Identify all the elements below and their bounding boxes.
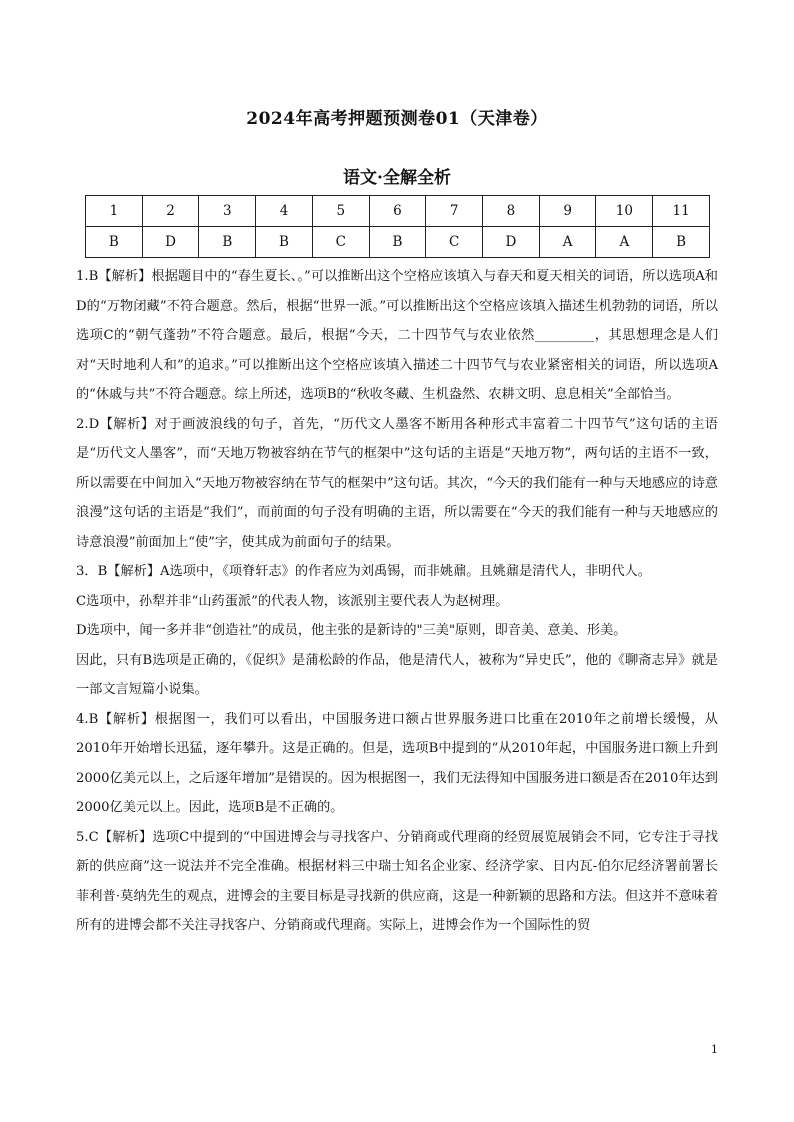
answer-table-number-row xyxy=(86,196,710,227)
question-number: 1 xyxy=(86,196,143,227)
explanation-body xyxy=(76,262,718,941)
answer-cell: A xyxy=(539,227,596,258)
answer-cell: B xyxy=(199,227,256,258)
explanation-q4: 4.B【解析】根据图一，我们可以看出，中国服务进口额占世界服务进口比重在2010年之前增长缓慢，从2010年开始增长迅猛，逐年攀升。这是正确的。但是，选项B中提到的“从2010年起，中国服务进口额上升到2000亿美元以上，之后逐年增加”是错误的。因为根据图一，我们无法得知中国服务进口额是否在2010年达到2000亿美元以上。因此，选项B是不正确的。 xyxy=(76,711,718,815)
question-number: 2 xyxy=(142,196,199,227)
explanation-q3-conclusion: 因此，只有B选项是正确的，《促织》是蒲松龄的作品，他是清代人，被称为“异史氏”，他的《聊斋志异》就是一部文言短篇小说集。 xyxy=(76,652,718,697)
question-number: 9 xyxy=(539,196,596,227)
explanation-q5: 5.C【解析】选项C中提到的“中国进博会与寻找客户、分销商或代理商的经贸展览展销会不同，它专注于寻找新的供应商”这一说法并不完全准确。根据材料三中瑞士知名企业家、经济学家、日内瓦-伯尔尼经济署前署长菲利普·莫纳先生的观点，进博会的主要目标是寻找新的供应商，这是一种新颖的思路和方法。但这并不意味着所有的进博会都不关注寻找客户、分销商或代理商。实际上，进博会作为一个国际性的贸 xyxy=(76,829,718,933)
answer-cell: C xyxy=(426,227,483,258)
explanation-q3-option-d: D选项中，闻一多并非“创造社”的成员，他主张的是新诗的"三美"原则，即音美、意美、形美。 xyxy=(76,623,627,638)
explanation-q3: 3．B【解析】A选项中，《项脊轩志》的作者应为刘禹锡，而非姚鼐。且姚鼐是清代人，非明代人。 xyxy=(76,564,651,579)
question-number: 4 xyxy=(256,196,313,227)
answer-cell: B xyxy=(256,227,313,258)
question-number: 3 xyxy=(199,196,256,227)
question-number: 10 xyxy=(596,196,653,227)
answer-cell: B xyxy=(86,227,143,258)
explanation-q3-option-c: C选项中，孙犁并非“山药蛋派”的代表人物，该派别主要代表人为赵树理。 xyxy=(76,593,509,609)
answer-cell: D xyxy=(483,227,540,258)
question-number: 7 xyxy=(426,196,483,227)
answer-cell: A xyxy=(596,227,653,258)
answer-cell: C xyxy=(312,227,369,258)
answer-cell: B xyxy=(369,227,426,258)
question-number: 6 xyxy=(369,196,426,227)
page-title: 2024年高考押题预测卷01（天津卷） xyxy=(246,109,548,129)
page-number: 1 xyxy=(711,1043,718,1056)
question-number: 11 xyxy=(653,196,710,227)
answer-table xyxy=(85,195,710,258)
answer-table-answer-row xyxy=(86,227,710,258)
explanation-q1: 1.B【解析】根据题目中的“春生夏长、。”可以推断出这个空格应该填入与春天和夏天相关的词语，所以选项A和D的“万物闭藏”不符合题意。然后，根据“世界一派。”可以推断出这个空格应该填入描述生机勃勃的词语，所以选项C的“朝气蓬勃”不符合题意。最后，根据“今天，二十四节气与农业依然_________，其思想理念是人们对“天时地利人和”的追求。”可以推断出这个空格应该填入描述二十四节气与农业紧密相关的词语，所以选项A的“休戚与共”不符合题意。综上所述，选项B的“秋收冬藏、生机盎然、农耕文明、息息相关”全部恰当。 xyxy=(76,269,718,402)
page-subtitle: 语文·全解全析 xyxy=(343,168,451,188)
question-number: 5 xyxy=(312,196,369,227)
answer-cell: B xyxy=(653,227,710,258)
answer-cell: D xyxy=(142,227,199,258)
explanation-q2: 2.D【解析】对于画波浪线的句子，首先，“历代文人墨客不断用各种形式丰富着二十四节气”这句话的主语是“历代文人墨客”，而“天地万物被容纳在节气的框架中”这句话的主语是“天地万物”，两句话的主语不一致，所以需要在中间加入“天地万物被容纳在节气的框架中”这句话。其次，“今天的我们能有一种与天地感应的诗意浪漫”这句话的主语是“我们”，而前面的句子没有明确的主语，所以需要在“今天的我们能有一种与天地感应的诗意浪漫”前面加上“使”字，使其成为前面句子的结果。 xyxy=(76,416,718,550)
question-number: 8 xyxy=(483,196,540,227)
